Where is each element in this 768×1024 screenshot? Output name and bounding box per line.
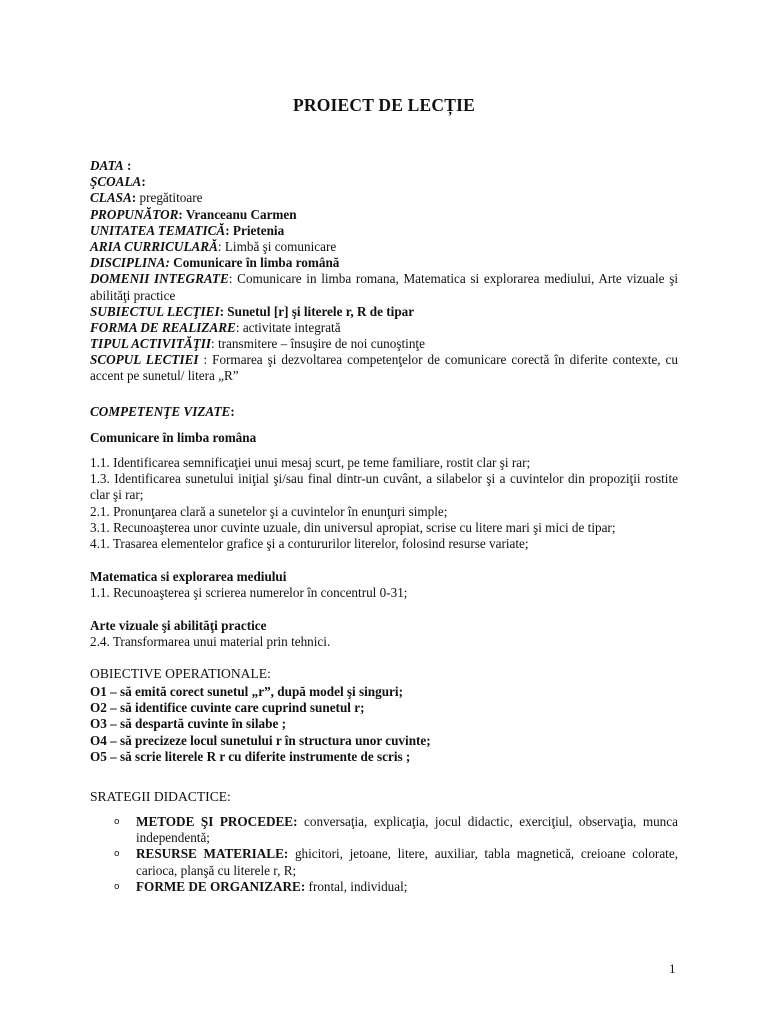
field-clasa: CLASA: pregătitoare bbox=[90, 190, 203, 206]
mat-competence: 1.1. Recunoaşterea şi scrierea numerelor în concentrul 0-31; bbox=[90, 585, 408, 600]
art-competence: 2.4. Transformarea unui material prin tehnici. bbox=[90, 634, 331, 649]
field-data: DATA : bbox=[90, 158, 132, 173]
bullet-icon: o bbox=[114, 817, 120, 827]
field-disciplina: DISCIPLINA: Comunicare în limba română bbox=[90, 255, 340, 271]
mat-section-title: Matematica si explorarea mediului bbox=[90, 569, 287, 584]
clr-section-title: Comunicare în limba româna bbox=[90, 430, 257, 445]
strategii-list bbox=[114, 814, 678, 895]
objective-o1: O1 – să emită corect sunetul „r”, după model şi singuri; bbox=[90, 684, 403, 699]
page-title: PROIECT DE LECȚIE bbox=[292, 95, 475, 115]
list-item: 2.1. Pronunţarea clară a sunetelor şi a cuvintelor în enunţuri simple; bbox=[90, 503, 448, 519]
field-subiectul-lectiei: SUBIECTUL LECŢIEI: Sunetul [r] şi literele r, R de tipar bbox=[90, 303, 415, 319]
list-item: o METODE ŞI PROCEDEE: conversaţia, explicaţia, jocul didactic, exerciţiul, observaţia, munca independentă; bbox=[114, 814, 678, 846]
list-item: 4.1. Trasarea elementelor grafice şi a contururilor literelor, folosind resurse variate; bbox=[90, 536, 529, 552]
list-item: o FORME DE ORGANIZARE: frontal, individual; bbox=[114, 878, 408, 894]
field-scopul-lectiei: SCOPUL LECTIEI : Formarea şi dezvoltarea competenţelor de comunicare corectă în diferite contexte, cu accent pe sunetul/ litera „R” bbox=[90, 352, 679, 384]
field-forma-de-realizare: FORMA DE REALIZARE: activitate integrată bbox=[90, 319, 341, 335]
field-propunator: PROPUNĂTOR: Vranceanu Carmen bbox=[90, 206, 297, 222]
competente-heading: COMPETENŢE VIZATE: bbox=[90, 404, 235, 419]
obiective-heading: OBIECTIVE OPERATIONALE: bbox=[90, 666, 271, 681]
obiective-list bbox=[90, 684, 678, 765]
bullet-icon: o bbox=[114, 881, 120, 892]
field-aria-curriculara: ARIA CURRICULARĂ: Limbă şi comunicare bbox=[90, 238, 337, 254]
strategii-heading: SRATEGII DIDACTICE: bbox=[90, 789, 231, 804]
list-item: 3.1. Recunoaşterea unor cuvinte uzuale, din universul apropiat, scrise cu litere mari şi mici de tipar; bbox=[90, 519, 616, 535]
field-tipul-activitatii: TIPUL ACTIVITĂŢII: transmitere – însuşire de noi cunoştinţe bbox=[90, 336, 425, 352]
field-domenii-integrate: DOMENII INTEGRATE: Comunicare in limba romana, Matematica si explorarea mediului, Arte vizuale şi abilităţi practice bbox=[90, 271, 678, 303]
clr-competences-list bbox=[90, 455, 678, 552]
objective-o2: O2 – să identifice cuvinte care cuprind sunetul r; bbox=[90, 700, 365, 716]
field-unitatea-tematica: UNITATEA TEMATICĂ: Prietenia bbox=[90, 222, 285, 238]
list-item: 1.3. Identificarea sunetului iniţial şi/sau final dintr-un cuvânt, a silabelor şi a cuvintelor din propoziţii rostite clar şi rar; bbox=[90, 471, 678, 503]
list-item: 1.1. Identificarea semnificaţiei unui mesaj scurt, pe teme familiare, rostit clar şi rar; bbox=[90, 455, 531, 470]
objective-o4: O4 – să precizeze locul sunetului r în structura unor cuvinte; bbox=[90, 732, 431, 748]
list-item: o RESURSE MATERIALE: ghicitori, jetoane, litere, auxiliar, tabla magnetică, creioane colorate, carioca, planşă cu literele r, R; bbox=[114, 846, 678, 878]
field-scoala: ŞCOALA: bbox=[90, 174, 146, 190]
objective-o5: O5 – să scrie literele R r cu diferite instrumente de scris ; bbox=[90, 748, 411, 764]
art-section-title: Arte vizuale şi abilităţi practice bbox=[90, 618, 267, 633]
header-fields bbox=[90, 158, 678, 385]
objective-o3: O3 – să despartă cuvinte în silabe ; bbox=[90, 716, 286, 732]
page-number: 1 bbox=[669, 961, 676, 976]
bullet-icon: o bbox=[114, 849, 120, 860]
